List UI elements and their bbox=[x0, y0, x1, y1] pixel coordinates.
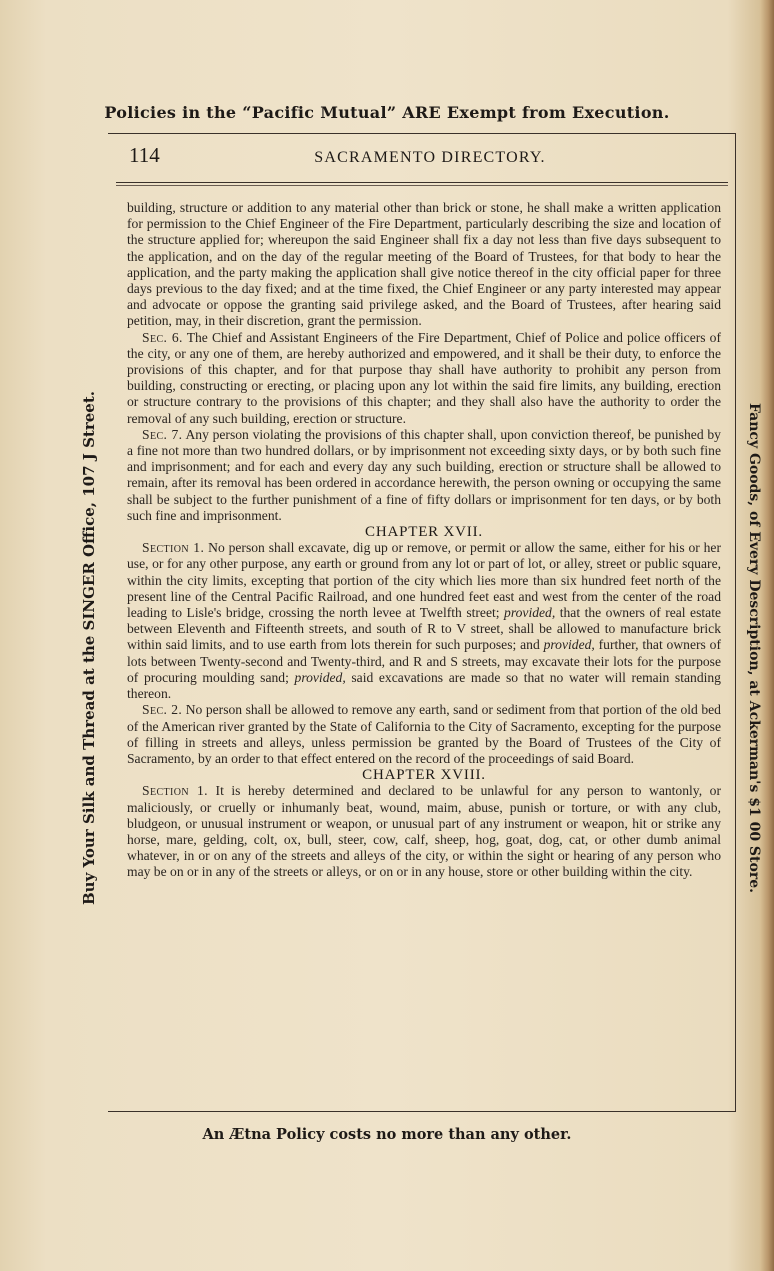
proviso-word: provided, bbox=[504, 605, 556, 621]
proviso-word: provided, bbox=[543, 637, 595, 653]
page-body bbox=[127, 200, 721, 881]
ch18-section-1 bbox=[127, 783, 721, 880]
section-6 bbox=[127, 330, 721, 427]
section-text: Any person violating the provisions of this chapter shall, upon conviction thereof, be punished by a fine not more than two hundred dollars, or by imprisonment not exceeding sixty days, or by both such fine and imprisonment; and for each and every day any such building, erection or structure shall be allowed to remain, after its removal has been ordered in accordance herewith, the person owning or occupying the same shall be subject to the further punishment of a fine of fifty dollars or imprisonment for ten days, or by both such fine and imprisonment. bbox=[127, 426, 721, 523]
section-text: said excavations are made so that no water will remain standing thereon. bbox=[127, 669, 721, 702]
section-text: No person shall be allowed to remove any earth, sand or sediment from that portion of the old bed of the American river granted by the State of California to the City of Sacramento, excepting for the purpose of filling in streets and alleys, unless permission be granted by the Board of Trustees of the City of Sacramento, by an order to that effect entered on the record of the proceedings of said Board. bbox=[127, 702, 721, 766]
chapter-heading-xvii: CHAPTER XVII. bbox=[365, 524, 483, 541]
proviso-word: provided, bbox=[294, 669, 346, 685]
top-advertisement: Policies in the “Pacific Mutual” ARE Exempt from Execution. bbox=[104, 103, 670, 122]
bottom-advertisement: An Ætna Policy costs no more than any other. bbox=[202, 1126, 572, 1143]
section-text: It is hereby determined and declared to be unlawful for any person to wantonly, or maliciously, or cruelly or inhumanly beat, wound, maim, abuse, punish or torture, or with any club, bludgeon, or unusual instrument or weapon, or unusual part of any instrument or weapon, hit or strike any horse, mare, gelding, colt, ox, bull, steer, cow, calf, sheep, hog, goat, dog, cat, or other dumb animal whatever, in or on any of the streets and alleys of the city, or within the sight or hearing of any person who may be on or in any of the streets or alleys, or on or in any house, store or other building within the city. bbox=[127, 783, 721, 880]
frame-right-rule bbox=[735, 133, 736, 1111]
ch17-section-1 bbox=[127, 540, 721, 702]
right-margin-advertisement: Fancy Goods, of Every Description, at Ackerman's $1 00 Store. bbox=[746, 403, 762, 893]
section-label: Sec. 2. bbox=[142, 702, 183, 718]
ch17-section-2 bbox=[127, 702, 721, 767]
section-label: Section 1. bbox=[142, 540, 205, 556]
chapter-heading-xviii: CHAPTER XVIII. bbox=[362, 767, 486, 784]
page-edge bbox=[760, 0, 774, 1271]
page-number: 114 bbox=[129, 143, 160, 167]
left-margin-advertisement: Buy Your Silk and Thread at the SINGER Office, 107 J Street. bbox=[80, 391, 98, 905]
frame-bottom-rule bbox=[108, 1111, 736, 1112]
header-rule bbox=[116, 182, 728, 183]
section-text: further, that owners of lots between Twenty-second and Twenty-third, and R and S streets, may excavate their lots for the purpose of procuring moulding sand; bbox=[127, 637, 721, 685]
running-title: SACRAMENTO DIRECTORY. bbox=[314, 149, 546, 166]
section-label: Sec. 6. bbox=[142, 329, 183, 345]
section-label: Section 1. bbox=[142, 783, 208, 799]
section-text: No person shall excavate, dig up or remove, or permit or allow the same, either for his or her use, or for any other purpose, any earth or ground from any lot or part of lot, or alley, street or public square, within the city limits, excepting that portion of the city which lies more than six hundred feet north of the present line of the Central Pacific Railroad, and one hundred feet east and west from the center of the road leading to Lisle's bridge, crossing the north levee at Twelfth street; bbox=[127, 540, 721, 621]
section-7 bbox=[127, 427, 721, 524]
paragraph-continued: building, structure or addition to any material other than brick or stone, he shall make a written application for permission to the Chief Engineer of the Fire Department, particularly describing the size and location of the structure applied for; whereupon the said Engineer shall fix a day not less than five days subsequent to the application, and on the day of the regular meeting of the Board of Trustees, for that body to hear the application, and the party making the application shall give notice thereof in the city official paper for three days previous to the day fixed; and at the time fixed, the Chief Engineer or any party interested may appear and advocate or oppose the granting said privilege asked, and the Board of Trustees, after hearing said petition, may, in their discretion, grant the permission. bbox=[127, 200, 721, 329]
frame-top-rule bbox=[108, 133, 736, 134]
section-text: that the owners of real estate between Eleventh and Fifteenth streets, and south of R to V street, shall be allowed to manufacture brick within said limits, and to use earth from lots therein for such purposes; and bbox=[127, 605, 722, 653]
section-label: Sec. 7. bbox=[142, 426, 183, 442]
section-text: The Chief and Assistant Engineers of the Fire Department, Chief of Police and police officers of the city, or any one of them, are hereby authorized and empowered, and it shall be their duty, to enforce the provisions of this chapter, and for that purpose thay shall have authority to prohibit any person from building, constructing or erecting, or placing upon any lot within the said fire limits, any building, erection or structure contrary to the provisions of this chapter; and they shall also have the authority to order the removal of any such building, erection or structure. bbox=[127, 329, 721, 426]
header-rule-thin bbox=[116, 185, 728, 186]
